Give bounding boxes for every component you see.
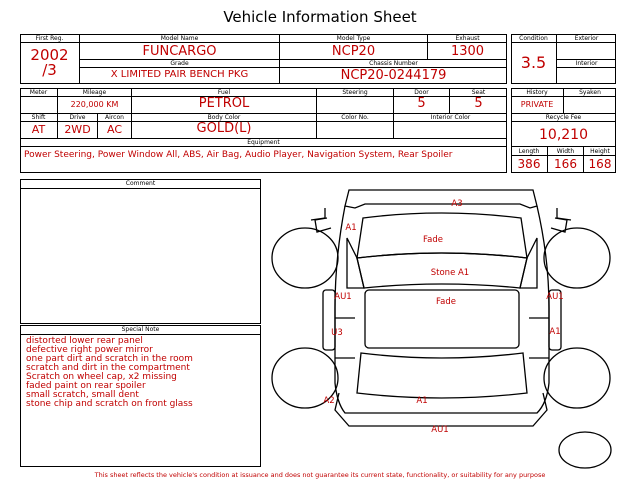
first-reg-value: 2002 /3	[30, 46, 69, 79]
mark-au1-left: AU1	[334, 292, 352, 302]
rear-glass-outline	[357, 353, 527, 398]
seat-label: Seat	[471, 89, 486, 96]
special-note-item: one part dirt and scratch in the room	[26, 354, 193, 364]
shift-label: Shift	[31, 114, 46, 121]
exhaust-value: 1300	[450, 44, 485, 59]
interior-label: Interior	[575, 60, 598, 67]
special-note-item: stone chip and scratch on front glass	[26, 399, 193, 409]
comment-box	[20, 179, 261, 324]
special-note-item: Scratch on wheel cap, x2 missing	[26, 372, 177, 382]
special-note-item: defective right power mirror	[26, 345, 153, 355]
grade-value: X LIMITED PAIR BENCH PKG	[110, 69, 249, 80]
condition-score: 3.5	[520, 53, 547, 72]
mark-a1-front-left: A1	[345, 223, 357, 233]
grade-label: Grade	[170, 60, 189, 67]
interior-color-label: Interior Color	[430, 114, 471, 121]
wheel-front-left	[272, 228, 338, 288]
steering-label: Steering	[342, 89, 368, 96]
shift-value: AT	[31, 123, 46, 136]
car-damage-diagram	[265, 178, 620, 470]
mark-a2: A2	[323, 396, 335, 406]
syaken-label: Syaken	[579, 89, 601, 96]
drive-label: Drive	[69, 114, 86, 121]
width-value: 166	[554, 157, 577, 171]
special-note-item: faded paint on rear spoiler	[26, 381, 146, 391]
history-value: PRIVATE	[520, 100, 554, 109]
aircon-value: AC	[106, 123, 122, 136]
equipment-label: Equipment	[247, 139, 280, 146]
model-type-label: Model Type	[336, 35, 371, 42]
seat-value: 5	[474, 96, 483, 111]
mark-u3: U3	[331, 328, 343, 338]
wheel-rear-right	[544, 348, 610, 408]
model-name-label: Model Name	[160, 35, 199, 42]
front-bumper-outline	[345, 190, 537, 208]
length-label: Length	[518, 148, 540, 155]
spare-tire	[559, 432, 611, 468]
comment-label: Comment	[125, 180, 156, 187]
mark-fade-1: Fade	[423, 235, 443, 245]
special-note-item: distorted lower rear panel	[26, 336, 143, 346]
mark-stone-a1: Stone A1	[430, 268, 470, 278]
color-no-label: Color No.	[341, 114, 369, 121]
mark-a1-right: A1	[549, 327, 561, 337]
drive-value: 2WD	[64, 123, 91, 136]
mark-fade-2: Fade	[436, 297, 456, 307]
door-value: 5	[417, 96, 426, 111]
door-label: Door	[414, 89, 429, 96]
history-label: History	[526, 89, 548, 96]
mark-au1-right: AU1	[546, 292, 564, 302]
mileage-value: 220,000 KM	[70, 100, 119, 109]
exhaust-label: Exhaust	[455, 35, 480, 42]
exterior-label: Exterior	[574, 35, 599, 42]
length-value: 386	[517, 157, 541, 171]
mileage-label: Mileage	[82, 89, 107, 96]
height-value: 168	[588, 157, 612, 171]
meter-label: Meter	[29, 89, 48, 96]
aircon-label: Aircon	[105, 114, 124, 121]
fuel-label: Fuel	[217, 89, 231, 96]
special-note-item: small scratch, small dent	[26, 390, 139, 400]
chassis-label: Chassis Number	[369, 60, 418, 67]
sheet-title: Vehicle Information Sheet	[223, 8, 417, 26]
mark-a3: A3	[451, 199, 463, 209]
height-label: Height	[590, 148, 610, 155]
special-note-label: Special Note	[121, 326, 160, 333]
wheel-front-right	[544, 228, 610, 288]
body-color-value: GOLD(L)	[196, 121, 252, 136]
recycle-fee-label: Recycle Fee	[545, 114, 582, 121]
equipment-value: Power Steering, Power Window All, ABS, Air Bag, Audio Player, Navigation System, Rear Spoiler	[24, 150, 453, 160]
recycle-fee-value: 10,210	[539, 127, 588, 143]
first-reg-label: First Reg.	[35, 35, 64, 42]
condition-label: Condition	[519, 35, 548, 42]
mark-a1-bottom: A1	[416, 396, 428, 406]
fuel-value: PETROL	[198, 96, 250, 111]
chassis-value: NCP20-0244179	[340, 68, 447, 83]
disclaimer-footer: This sheet reflects the vehicle's condition at issuance and does not guarantee its current state, functionality, or suitability for any purpose	[94, 471, 546, 479]
special-note-item: scratch and dirt in the compartment	[26, 363, 190, 373]
special-notes-list	[26, 337, 258, 409]
width-label: Width	[556, 148, 575, 155]
model-name-value: FUNCARGO	[142, 44, 217, 59]
mark-au1-rear: AU1	[431, 425, 449, 435]
body-color-label: Body Color	[207, 114, 241, 121]
model-type-value: NCP20	[331, 44, 376, 59]
